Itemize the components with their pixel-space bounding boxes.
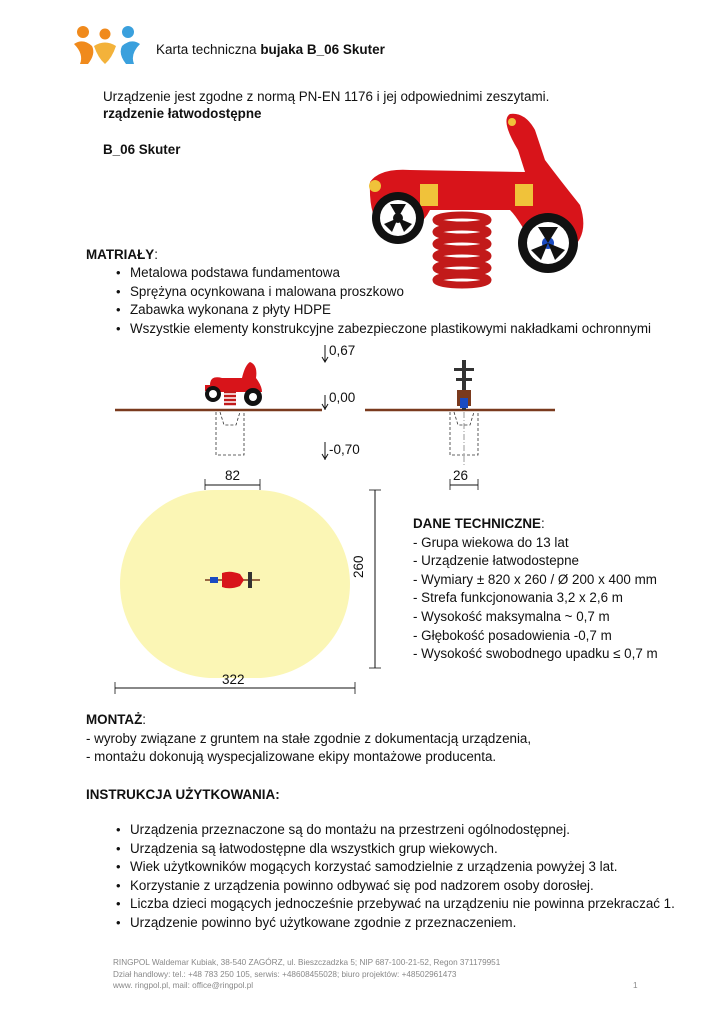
technical-data: DANE TECHNICZNE: - Grupa wiekowa do 13 lat - Urządzenie łatwodostepne - Wymiary ± 820 x 260 / Ø 200 x 400 mm - Strefa funkcjonowania 3,2 x 2,6 m - Wysokość maksymalna ~ 0,7 m - Głębokość posadowienia -0,7 m - Wysokość swobodnego upadku ≤ 0,7 m xyxy=(413,515,658,664)
list-item: • Urządzenie powinno być użytkowane zgodnie z przeznaczeniem. xyxy=(130,914,675,933)
tech-item: - Grupa wiekowa do 13 lat xyxy=(413,534,569,550)
scooter-front-icon xyxy=(454,360,474,410)
zone-height-label: 260 xyxy=(351,555,366,578)
materials-list xyxy=(130,264,651,338)
footer: RINGPOL Waldemar Kubiak, 38-540 ZAGÓRZ, ul. Bieszczadzka 5; NIP 687-100-21-52, Regon 371179951 Dział handlowy: tel.: +48 783 250 105, serwis: +48608455028; biuro projektów: +48502961473 www. ringpol.pl, mail: office@ringpol.pl xyxy=(113,958,501,990)
list-item: • Urządzenia są łatwodostępne dla wszystkich grup wiekowych. xyxy=(130,840,675,859)
scooter-illustration xyxy=(360,110,595,290)
tech-item: - Wysokość swobodnego upadku ≤ 0,7 m xyxy=(413,646,658,662)
list-item: • Korzystanie z urządzenia powinno odbywać się pod nadzorem osoby dorosłej. xyxy=(130,877,675,896)
list-item: • Wszystkie elementy konstrukcyjne zabezpieczone plastikowymi nakładkami ochronnymi xyxy=(130,320,651,339)
model-name: B_06 Skuter xyxy=(103,142,181,157)
list-item: • Liczba dzieci mogących jednocześnie przebywać na urządzeniu nie powinna przekraczać 1. xyxy=(130,895,675,914)
tech-item: - Urządzenie łatwodostepne xyxy=(413,553,579,569)
list-item: • Zabawka wykonana z płyty HDPE xyxy=(130,301,651,320)
tech-item: - Głębokość posadowienia -0,7 m xyxy=(413,627,612,643)
front-wheel-icon xyxy=(372,192,424,244)
front-width-label: 26 xyxy=(453,468,469,483)
assembly-line: - wyroby związane z gruntem na stałe zgodnie z dokumentacją urządzenia, xyxy=(86,730,532,746)
list-item: • Metalowa podstawa fundamentowa xyxy=(130,264,651,283)
page-number: 1 xyxy=(633,981,638,990)
page-title: Karta techniczna bujaka B_06 Skuter xyxy=(156,42,385,57)
ringpol-logo xyxy=(72,24,142,66)
list-item: • Urządzenia przeznaczone są do montażu na przestrzeni ogólnodostępnej. xyxy=(130,821,675,840)
tech-item: - Wysokość maksymalna ~ 0,7 m xyxy=(413,608,610,624)
level-ground-label: 0,00 xyxy=(329,390,356,405)
zone-width-label: 322 xyxy=(222,672,245,687)
assembly-line: - montażu dokonują wyspecjalizowane ekipy montażowe producenta. xyxy=(86,749,497,765)
instructions-list xyxy=(130,821,675,933)
level-top-label: 0,67 xyxy=(329,343,356,358)
materials-heading: MATRIAŁY: xyxy=(86,247,158,262)
instructions-heading: INSTRUKCJA UŻYTKOWANIA: xyxy=(86,787,280,802)
list-item: • Sprężyna ocynkowana i malowana proszkowo xyxy=(130,283,651,302)
list-item: • Wiek użytkowników mogących korzystać samodzielnie z urządzenia powyżej 3 lat. xyxy=(130,858,675,877)
accessibility-note: rządzenie łatwodostępne xyxy=(103,106,262,121)
side-width-label: 82 xyxy=(225,468,241,483)
tech-item: - Wymiary ± 820 x 260 / Ø 200 x 400 mm xyxy=(413,571,657,587)
norm-statement: Urządzenie jest zgodne z normą PN-EN 1176 i jej odpowiednimi zeszytami. xyxy=(103,89,550,104)
tech-item: - Strefa funkcjonowania 3,2 x 2,6 m xyxy=(413,590,623,606)
elevation-drawing xyxy=(110,340,570,490)
safety-zone-drawing xyxy=(110,488,395,698)
level-depth-label: -0,70 xyxy=(329,442,360,457)
scooter-side-icon xyxy=(205,362,262,406)
assembly-section: MONTAŻ: - wyroby związane z gruntem na stałe zgodnie z dokumentacją urządzenia, - montażu dokonują wyspecjalizowane ekipy montażowe producenta. xyxy=(86,711,531,767)
